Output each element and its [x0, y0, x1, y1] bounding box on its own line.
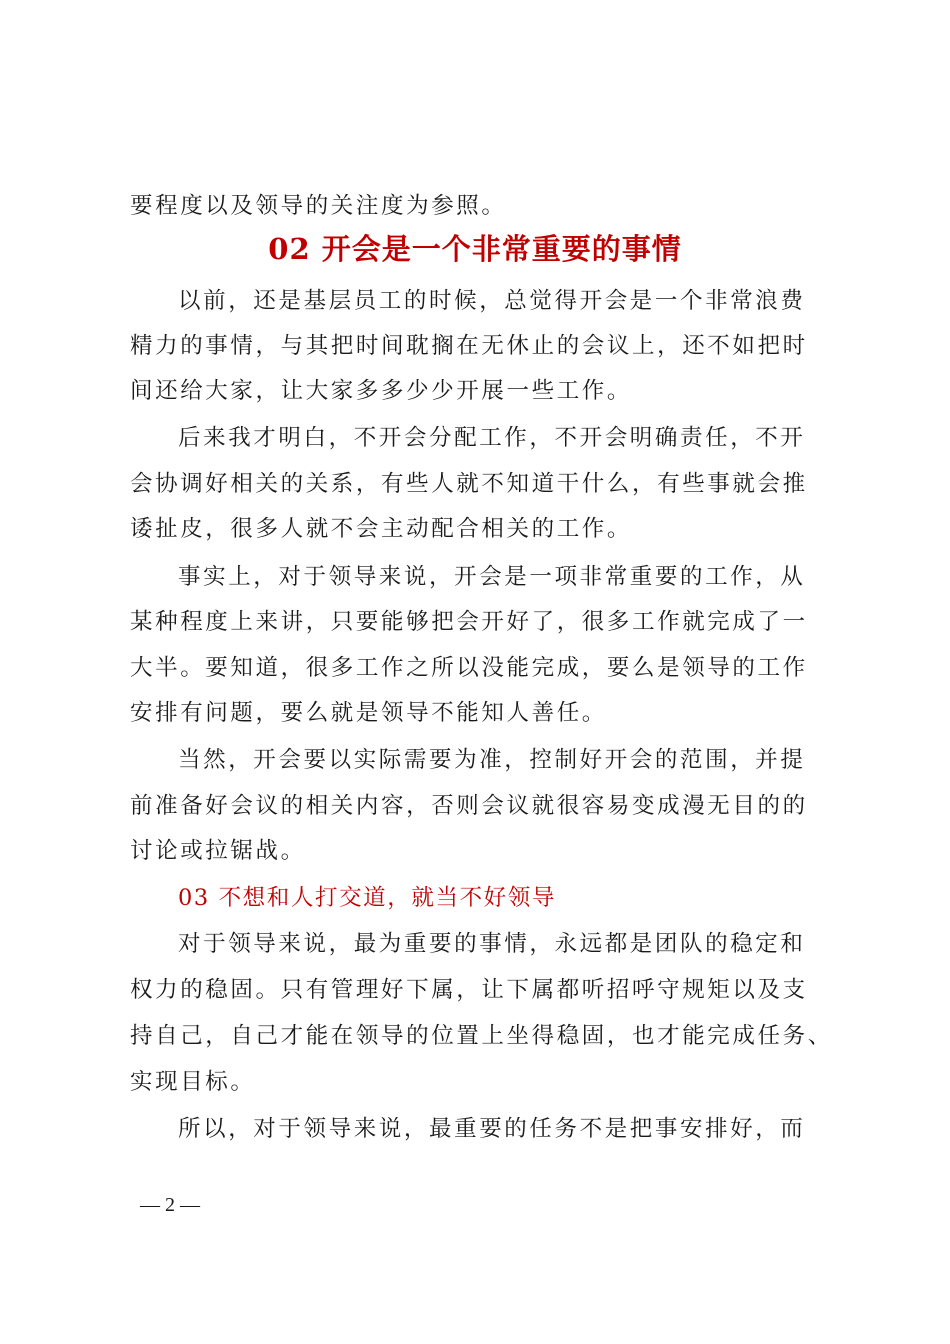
paragraph-line: 以前，还是基层员工的时候，总觉得开会是一个非常浪费 — [178, 288, 806, 314]
section-heading-03: 03 不想和人打交道，就当不好领导 — [178, 885, 556, 911]
paragraph-line: 持自己，自己才能在领导的位置上坐得稳固，也才能完成任务、 — [130, 1023, 833, 1049]
paragraph-line: 权力的稳固。只有管理好下属，让下属都听招呼守规矩以及支 — [130, 977, 808, 1003]
paragraph-line: 后来我才明白，不开会分配工作，不开会明确责任，不开 — [178, 425, 806, 451]
paragraph-line: 讨论或拉锯战。 — [130, 838, 306, 864]
paragraph-line: 安排有问题，要么就是领导不能知人善任。 — [130, 700, 607, 726]
paragraph-line: 诿扯皮，很多人就不会主动配合相关的工作。 — [130, 516, 633, 542]
paragraph-line: 间还给大家，让大家多多少少开展一些工作。 — [130, 378, 633, 404]
page-number: — 2 — — [140, 1194, 200, 1216]
paragraph-line: 要程度以及领导的关注度为参照。 — [130, 193, 507, 219]
paragraph-line: 精力的事情，与其把时间耽搁在无休止的会议上，还不如把时 — [130, 333, 808, 359]
paragraph-line: 当然，开会要以实际需要为准，控制好开会的范围，并提 — [178, 747, 806, 773]
paragraph-line: 所以，对于领导来说，最重要的任务不是把事安排好，而 — [178, 1116, 806, 1142]
paragraph-line: 对于领导来说，最为重要的事情，永远都是团队的稳定和 — [178, 931, 806, 957]
paragraph-line: 会协调好相关的关系，有些人就不知道干什么，有些事就会推 — [130, 471, 808, 497]
paragraph-line: 大半。要知道，很多工作之所以没能完成，要么是领导的工作 — [130, 655, 808, 681]
paragraph-line: 某种程度上来讲，只要能够把会开好了，很多工作就完成了一 — [130, 609, 808, 635]
paragraph-line: 前准备好会议的相关内容，否则会议就很容易变成漫无目的的 — [130, 793, 808, 819]
paragraph-line: 实现目标。 — [130, 1069, 256, 1095]
section-heading-02: 02 开会是一个非常重要的事情 — [268, 232, 682, 266]
paragraph-line: 事实上，对于领导来说，开会是一项非常重要的工作，从 — [178, 564, 806, 590]
